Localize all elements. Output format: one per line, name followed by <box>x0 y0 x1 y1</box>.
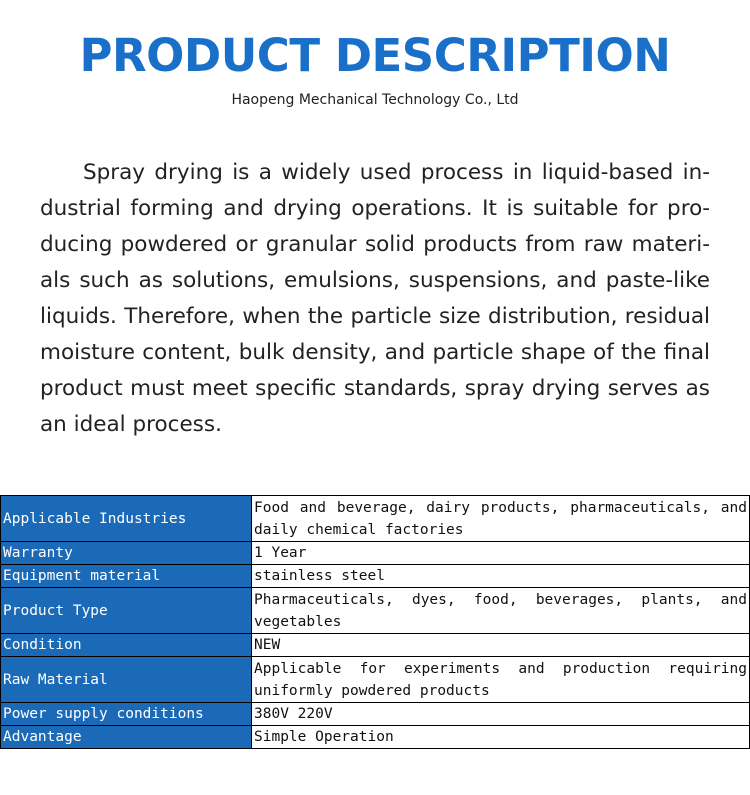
page-title: PRODUCT DESCRIPTION <box>79 29 671 82</box>
spec-label: Raw Material <box>1 657 252 703</box>
spec-label: Applicable Industries <box>1 496 252 542</box>
spec-value: Food and beverage, dairy products, pharmaceuticals, and daily chemical factories <box>252 496 750 542</box>
spec-value: Pharmaceuticals, dyes, food, beverages, plants, and vegetables <box>252 588 750 634</box>
table-row <box>1 657 750 703</box>
table-row <box>1 726 750 749</box>
table-row <box>1 588 750 634</box>
company-name: Haopeng Mechanical Technology Co., Ltd <box>231 92 519 108</box>
spec-value: NEW <box>252 634 750 657</box>
spec-value: stainless steel <box>252 565 750 588</box>
table-row <box>1 634 750 657</box>
spec-label: Warranty <box>1 542 252 565</box>
spec-value: Simple Operation <box>252 726 750 749</box>
table-row <box>1 565 750 588</box>
spec-label: Condition <box>1 634 252 657</box>
table-row <box>1 496 750 542</box>
spec-value: 380V 220V <box>252 703 750 726</box>
table-row <box>1 542 750 565</box>
spec-label: Advantage <box>1 726 252 749</box>
spec-value: Applicable for experiments and production requiring uniformly powdered products <box>252 657 750 703</box>
description-paragraph: Spray drying is a widely used process in liquid-based industrial forming and drying operations. It is suitable for producing powdered or granular solid products from raw materials such as solutions, emulsions, suspensions, and paste-like liquids. Therefore, when the particle size distribution, residual moisture content, bulk density, and particle shape of the final product must meet specific standards, spray drying serves as an ideal process. <box>40 160 710 437</box>
spec-value: 1 Year <box>252 542 750 565</box>
spec-label: Product Type <box>1 588 252 634</box>
table-row <box>1 703 750 726</box>
spec-label: Power supply conditions <box>1 703 252 726</box>
spec-table <box>0 495 750 749</box>
spec-label: Equipment material <box>1 565 252 588</box>
